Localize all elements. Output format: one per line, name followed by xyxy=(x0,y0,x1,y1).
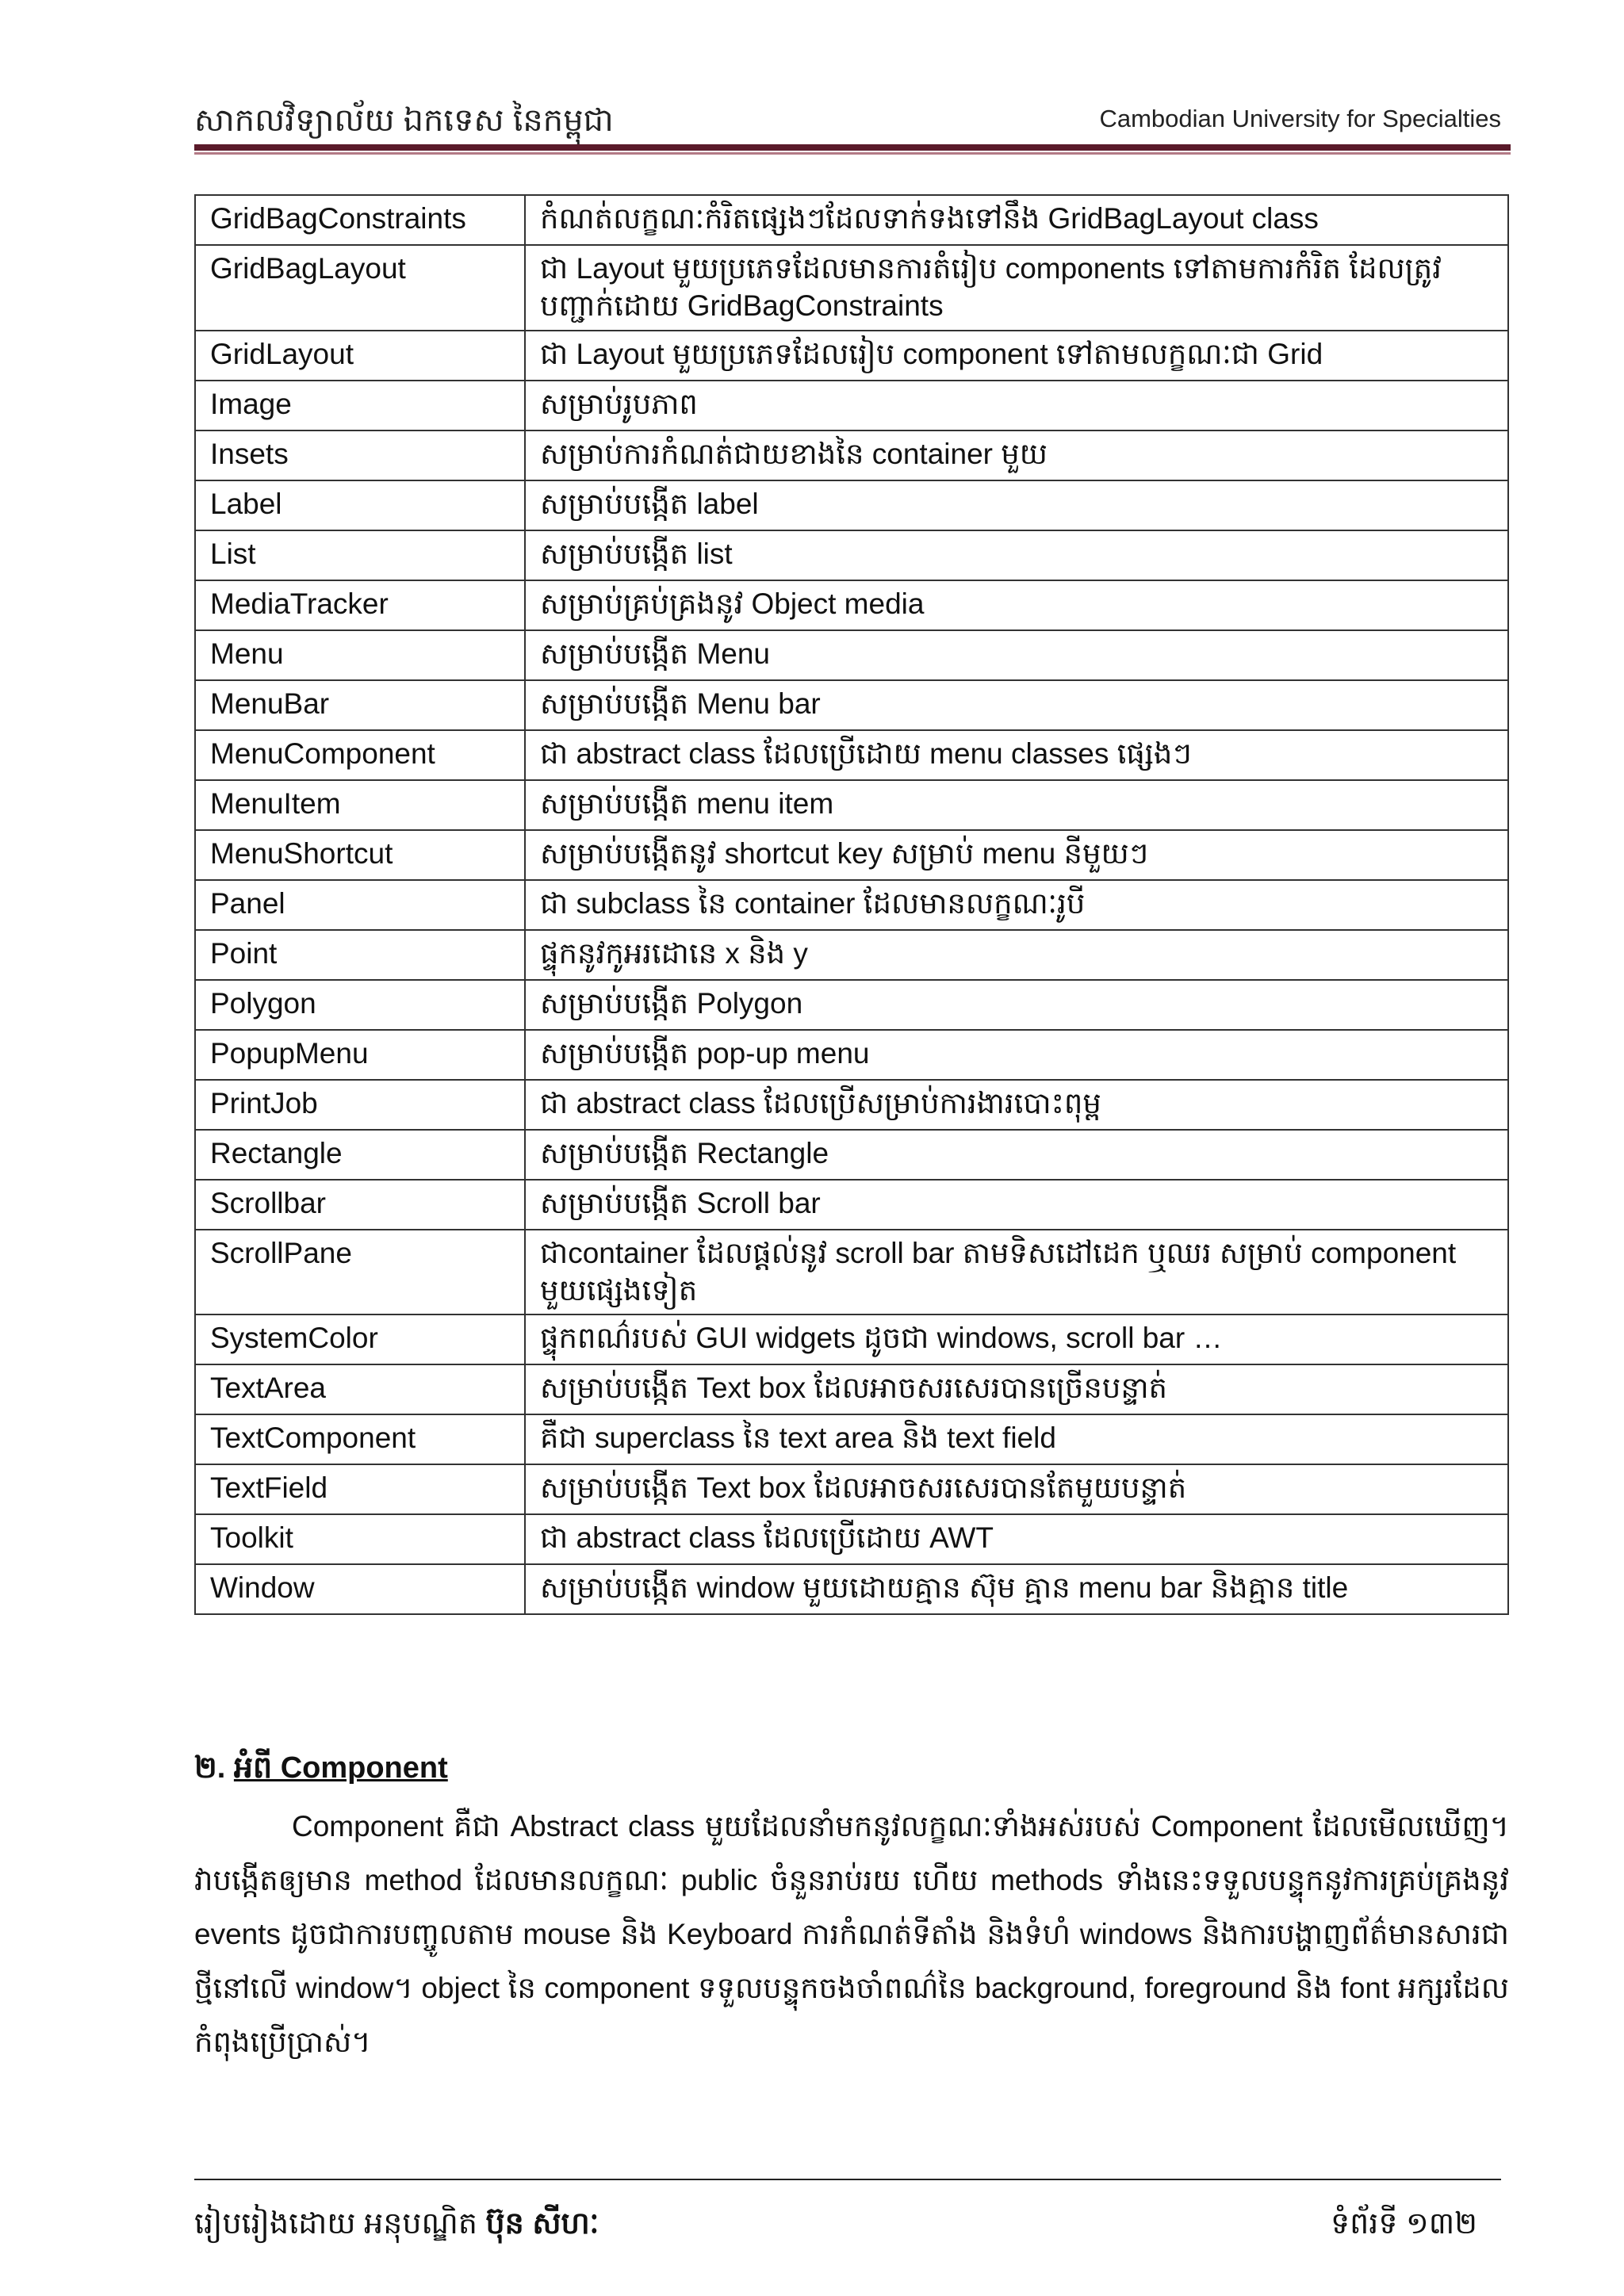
university-name-kh: សាកលវិទ្យាល័យ ឯកទេស នៃកម្ពុជា xyxy=(194,103,614,138)
class-description-cell: គឺជា superclass នៃ text area និង text field xyxy=(525,1414,1508,1464)
class-description-cell: ផ្ទុកពណ៌របស់ GUI widgets ដូចជា windows, scroll bar … xyxy=(525,1314,1508,1364)
class-name-cell: ScrollPane xyxy=(195,1230,525,1315)
page-footer xyxy=(194,2204,1501,2252)
class-description-cell: កំណត់លក្ខណៈកំរិតផ្សេងៗដែលទាក់ទងទៅនឹង GridBagLayout class xyxy=(525,195,1508,245)
class-description-cell: ជា abstract class ដែលប្រើដោយ AWT xyxy=(525,1514,1508,1564)
class-description-cell: សម្រាប់បង្កើតនូវ shortcut key សម្រាប់ menu នីមួយៗ xyxy=(525,830,1508,880)
class-description-cell: សម្រាប់ការកំណត់ជាយខាងនៃ container មួយ xyxy=(525,430,1508,480)
table-row xyxy=(195,1130,1508,1180)
table-row xyxy=(195,1564,1508,1614)
class-name-cell: Label xyxy=(195,480,525,530)
class-name-cell: GridBagLayout xyxy=(195,245,525,331)
table-row xyxy=(195,930,1508,980)
class-description-cell: សម្រាប់បង្កើត Text box ដែលអាចសរសេរបានច្រើនបន្ទាត់ xyxy=(525,1364,1508,1414)
section-title: អំពី Component xyxy=(233,1751,448,1785)
footer-author xyxy=(194,2204,599,2248)
class-name-cell: Scrollbar xyxy=(195,1180,525,1230)
class-name-cell: Image xyxy=(195,381,525,430)
table-row xyxy=(195,680,1508,730)
table-row xyxy=(195,780,1508,830)
class-name-cell: TextField xyxy=(195,1464,525,1514)
class-description-cell: ជា Layout មួយប្រភេទដែលរៀប component ទៅតាមលក្ខណៈជា Grid xyxy=(525,331,1508,381)
class-name-cell: Menu xyxy=(195,630,525,680)
class-description-cell: សម្រាប់បង្កើត pop-up menu xyxy=(525,1030,1508,1080)
class-description-cell: សម្រាប់រូបភាព xyxy=(525,381,1508,430)
class-name-cell: Rectangle xyxy=(195,1130,525,1180)
header-rule-accent xyxy=(194,152,1511,155)
class-name-cell: Insets xyxy=(195,430,525,480)
table-row xyxy=(195,1414,1508,1464)
class-description-cell: សម្រាប់បង្កើត label xyxy=(525,480,1508,530)
table-row xyxy=(195,1314,1508,1364)
class-description-cell: សម្រាប់បង្កើត list xyxy=(525,530,1508,580)
class-description-cell: សម្រាប់បង្កើត Menu bar xyxy=(525,680,1508,730)
class-name-cell: Toolkit xyxy=(195,1514,525,1564)
class-description-cell: ជា abstract class ដែលប្រើសម្រាប់ការងារបោះពុម្ព xyxy=(525,1080,1508,1130)
class-name-cell: Panel xyxy=(195,880,525,930)
class-description-cell: ជា abstract class ដែលប្រើដោយ menu classes ផ្សេងៗ xyxy=(525,730,1508,780)
table-row xyxy=(195,1464,1508,1514)
class-name-cell: MediaTracker xyxy=(195,580,525,630)
section-heading xyxy=(194,1748,448,1793)
table-row xyxy=(195,830,1508,880)
table-row xyxy=(195,1364,1508,1414)
class-description-cell: សម្រាប់គ្រប់គ្រងនូវ Object media xyxy=(525,580,1508,630)
class-description-cell: សម្រាប់បង្កើត Menu xyxy=(525,630,1508,680)
class-name-cell: TextArea xyxy=(195,1364,525,1414)
university-name-en: Cambodian University for Specialties xyxy=(1099,105,1501,132)
table-row xyxy=(195,1180,1508,1230)
class-description-cell: សម្រាប់បង្កើត window មួយដោយគ្មាន ស៊ុម គ្មាន menu bar និងគ្មាន title xyxy=(525,1564,1508,1614)
class-description-cell: សម្រាប់បង្កើត menu item xyxy=(525,780,1508,830)
table-row xyxy=(195,331,1508,381)
table-row xyxy=(195,430,1508,480)
paragraph-text: Component គឺជា Abstract class មួយដែលនាំមកនូវលក្ខណៈទាំងអស់របស់ Component ដែលមើលឃើញ។ វាបង្កើតឲ្យមាន method ដែលមានលក្ខណៈ public ចំនួនរាប់រយ ហើយ methods ទាំងនេះទទួលបន្ទុកនូវការគ្រប់គ្រងនូវ events ដូចជាការបញ្ចូលតាម mouse និង Keyboard ការកំណត់ទីតាំង និងទំហំ windows និងការបង្ហាញព័ត៌មានសារជាថ្មីនៅលើ window។ object នៃ component ទទួលបន្ទុកចងចាំពណ៌នៃ background, foreground និង font អក្សរដែលកំពុងប្រើប្រាស់។ xyxy=(194,1810,1509,2058)
class-name-cell: TextComponent xyxy=(195,1414,525,1464)
class-name-cell: MenuItem xyxy=(195,780,525,830)
class-name-cell: List xyxy=(195,530,525,580)
class-description-cell: សម្រាប់បង្កើត Scroll bar xyxy=(525,1180,1508,1230)
table-row xyxy=(195,580,1508,630)
class-description-cell: ជាcontainer ដែលផ្តល់នូវ scroll bar តាមទិសដៅដេក ឬឈរ សម្រាប់ component មួយផ្សេងទៀត xyxy=(525,1230,1508,1315)
table-row xyxy=(195,530,1508,580)
table-row xyxy=(195,245,1508,331)
table-row xyxy=(195,1030,1508,1080)
author-name: ប៊ុន សីហៈ xyxy=(485,2207,599,2241)
class-description-cell: សម្រាប់បង្កើត Polygon xyxy=(525,980,1508,1030)
class-name-cell: GridBagConstraints xyxy=(195,195,525,245)
class-description-cell: ជា Layout មួយប្រភេទដែលមានការតំរៀប components ទៅតាមការកំរិត ដែលត្រូវបញ្ជាក់ដោយ GridBagConstraints xyxy=(525,245,1508,331)
footer-rule xyxy=(194,2179,1501,2180)
table-row xyxy=(195,980,1508,1030)
table-row xyxy=(195,1080,1508,1130)
class-description-cell: សម្រាប់បង្កើត Text box ដែលអាចសរសេរបានតែមួយបន្ទាត់ xyxy=(525,1464,1508,1514)
table-row xyxy=(195,1230,1508,1315)
page-header xyxy=(194,94,1501,143)
class-name-cell: MenuBar xyxy=(195,680,525,730)
class-description-cell: ជា subclass នៃ container ដែលមានលក្ខណៈរូបី xyxy=(525,880,1508,930)
class-description-cell: ផ្ទុកនូវកូអរដោនេ x និង y xyxy=(525,930,1508,980)
table-row xyxy=(195,195,1508,245)
class-name-cell: MenuComponent xyxy=(195,730,525,780)
page-number: ទំព័រទី ១៣២ xyxy=(1331,2207,1477,2241)
table-row xyxy=(195,381,1508,430)
section-number: ២. xyxy=(194,1751,226,1785)
table-row xyxy=(195,880,1508,930)
class-name-cell: Window xyxy=(195,1564,525,1614)
class-name-cell: Polygon xyxy=(195,980,525,1030)
table-row xyxy=(195,480,1508,530)
table-row xyxy=(195,730,1508,780)
awt-classes-table xyxy=(194,194,1509,1615)
table-row xyxy=(195,630,1508,680)
header-rule xyxy=(194,144,1511,151)
class-name-cell: SystemColor xyxy=(195,1314,525,1364)
class-name-cell: PrintJob xyxy=(195,1080,525,1130)
prepared-by-label: រៀបរៀងដោយ អនុបណ្ឌិត xyxy=(194,2207,477,2241)
class-name-cell: MenuShortcut xyxy=(195,830,525,880)
class-name-cell: PopupMenu xyxy=(195,1030,525,1080)
body-paragraph xyxy=(194,1800,1509,2069)
class-name-cell: Point xyxy=(195,930,525,980)
table-row xyxy=(195,1514,1508,1564)
class-name-cell: GridLayout xyxy=(195,331,525,381)
class-description-cell: សម្រាប់បង្កើត Rectangle xyxy=(525,1130,1508,1180)
